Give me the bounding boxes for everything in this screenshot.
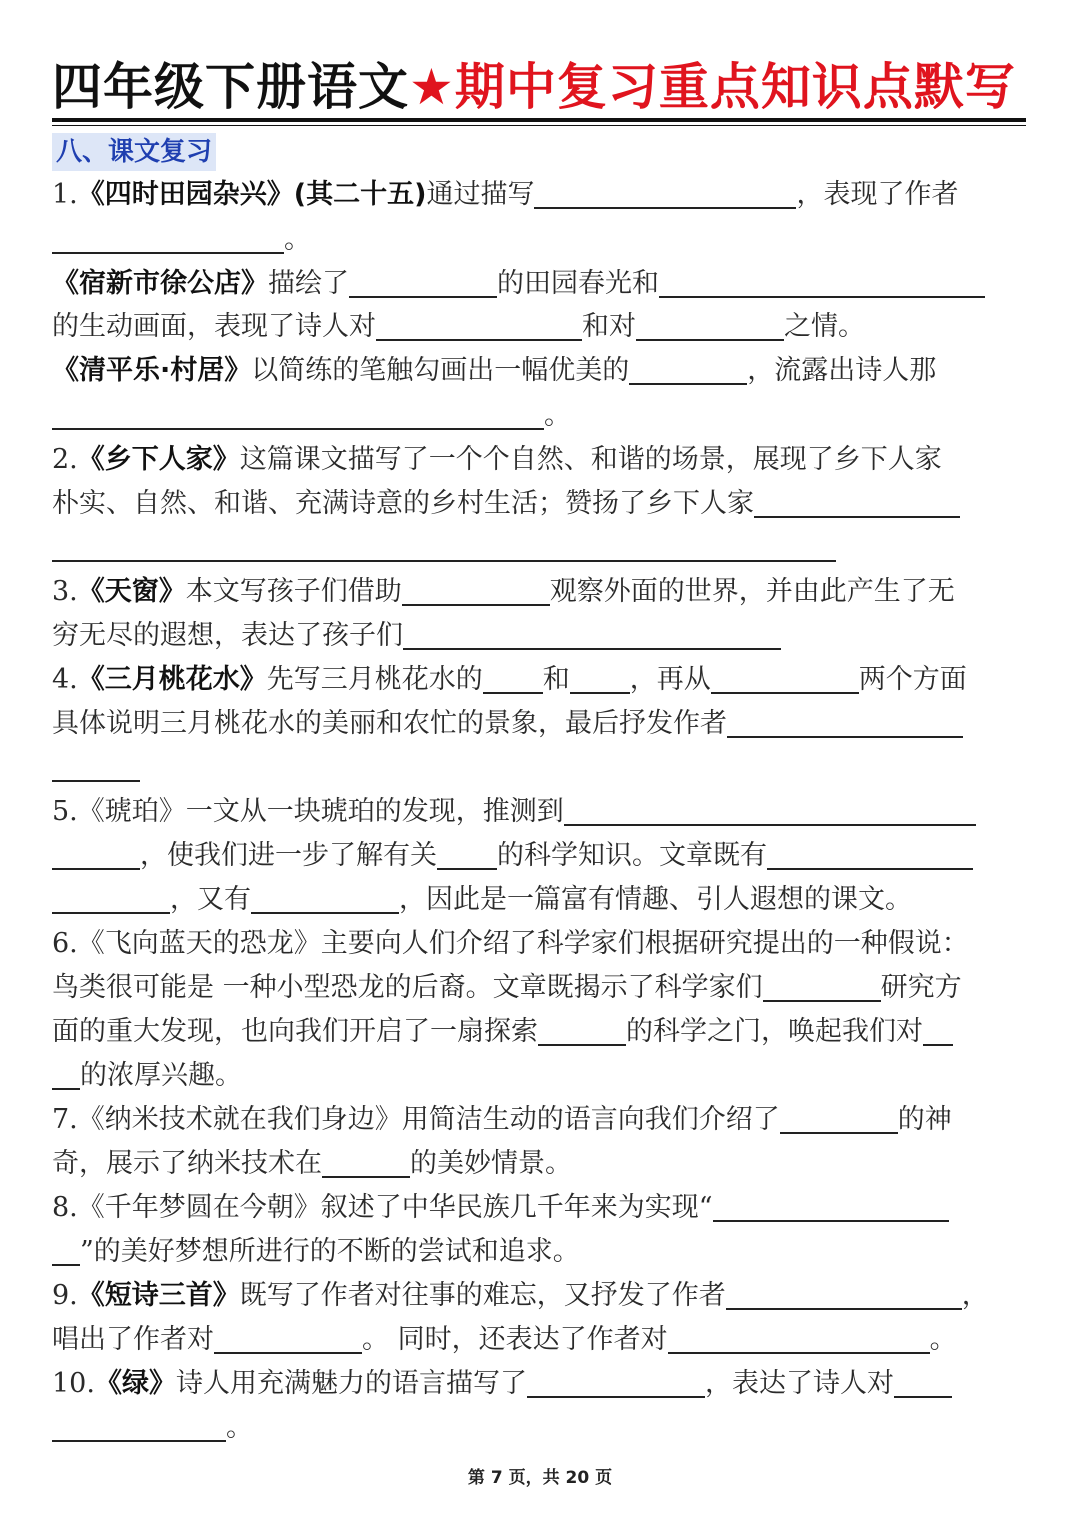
- question-text: 穷无尽的遐想，表达了孩子们: [52, 620, 403, 651]
- blank[interactable]: [376, 311, 582, 341]
- blank[interactable]: [636, 311, 784, 341]
- question-text: 。: [544, 400, 571, 431]
- question-text: 既写了作者对往事的难忘，又抒发了作者: [239, 1280, 726, 1311]
- blank[interactable]: [214, 1324, 362, 1354]
- blank[interactable]: [727, 708, 963, 738]
- question-text: 6.: [52, 928, 78, 959]
- question-text: 。: [226, 1412, 253, 1443]
- page-footer: 第 7 页，共 20 页: [467, 1468, 613, 1488]
- question-text: 。: [284, 224, 311, 255]
- q7-line1: [52, 1100, 952, 1140]
- blank[interactable]: [668, 1324, 930, 1354]
- question-text: ，表达了诗人对: [704, 1368, 894, 1399]
- blank[interactable]: [923, 1016, 953, 1046]
- question-text: ，又有: [170, 884, 251, 915]
- blank[interactable]: [711, 664, 859, 694]
- lesson-title: 《清平乐·村居》: [52, 355, 252, 386]
- blank[interactable]: [52, 1412, 226, 1442]
- q5-line1: [52, 792, 976, 832]
- question-text: 的科学之门，唤起我们对: [626, 1016, 923, 1047]
- blank[interactable]: [52, 1236, 80, 1266]
- question-text: 诗人用充满魅力的语言描写了: [175, 1368, 527, 1399]
- blank[interactable]: [527, 1368, 705, 1398]
- blank[interactable]: [52, 884, 170, 914]
- question-text: 鸟类很可能是 一种小型恐龙的后裔。文章既揭示了科学家们: [52, 972, 763, 1003]
- q9-line1: [52, 1276, 989, 1316]
- q7-line2: [52, 1144, 572, 1184]
- blank[interactable]: [403, 620, 781, 650]
- lesson-title: 《三月桃花水》: [77, 664, 267, 695]
- blank[interactable]: [570, 664, 630, 694]
- question-text: 通过描写: [426, 179, 535, 210]
- blank[interactable]: [659, 268, 985, 298]
- question-text: 5.: [52, 796, 78, 827]
- question-text: ，再从: [629, 664, 711, 695]
- blank[interactable]: [52, 400, 544, 430]
- question-text: 的科学知识。文章既有: [497, 840, 767, 871]
- question-text: 的浓厚兴趣。: [80, 1060, 242, 1091]
- question-text: ，: [961, 1280, 989, 1311]
- title-topic: 期中复习重点知识点默写: [454, 58, 1016, 116]
- title-rule: [52, 118, 1026, 122]
- lesson-title: 《短诗三首》: [77, 1280, 240, 1311]
- q6-line3: [52, 1012, 953, 1052]
- q5-line2: [52, 836, 973, 876]
- blank[interactable]: [52, 224, 284, 254]
- question-text: 的神: [897, 1104, 952, 1135]
- blank[interactable]: [402, 576, 550, 606]
- blank[interactable]: [483, 664, 543, 694]
- q4-line3: [52, 748, 140, 788]
- q3-line2: [52, 616, 781, 656]
- q2-line1: [52, 440, 942, 480]
- question-text: 。: [929, 1324, 957, 1355]
- blank[interactable]: [564, 796, 976, 826]
- question-text: ，流露出诗人那: [747, 355, 937, 386]
- question-text: 和: [542, 664, 570, 695]
- question-text: 《纳米技术就在我们身边》用简洁生动的语言向我们介绍了: [77, 1104, 780, 1135]
- question-text: 《千年梦圆在今朝》叙述了中华民族几千年来为实现“: [77, 1192, 713, 1223]
- question-text: 和对: [582, 311, 636, 342]
- question-text: 先写三月桃花水的: [266, 664, 483, 695]
- lesson-title: 《乡下人家》: [77, 444, 240, 475]
- q1-line2: [52, 220, 311, 260]
- blank[interactable]: [754, 488, 960, 518]
- question-text: 3.: [52, 576, 78, 607]
- question-text: 《琥珀》一文从一块琥珀的发现，推测到: [77, 796, 564, 827]
- q5-line3: [52, 880, 912, 920]
- question-text: 的田园春光和: [497, 268, 659, 299]
- lesson-title: 《四时田园杂兴》(其二十五): [77, 179, 427, 210]
- question-text: 本文写孩子们借助: [185, 576, 402, 607]
- question-text: 这篇课文描写了一个个自然、和谐的场景，展现了乡下人家: [239, 444, 942, 475]
- blank[interactable]: [251, 884, 399, 914]
- question-text: 两个方面: [858, 664, 967, 695]
- lesson-title: 《天窗》: [77, 576, 186, 607]
- blank[interactable]: [534, 179, 796, 209]
- q1-line4: [52, 307, 865, 347]
- question-text: 的美妙情景。: [410, 1148, 572, 1179]
- question-text: 8.: [52, 1192, 78, 1223]
- blank[interactable]: [713, 1192, 949, 1222]
- question-text: 唱出了作者对: [52, 1324, 214, 1355]
- question-text: 的生动画面，表现了诗人对: [52, 311, 376, 342]
- q1-line5: [52, 351, 936, 391]
- q3-line1: [52, 572, 955, 612]
- q8-line1: [52, 1188, 949, 1228]
- question-text: 以简练的笔触勾画出一幅优美的: [251, 355, 630, 386]
- question-text: 具体说明三月桃花水的美丽和农忙的景象，最后抒发作者: [52, 708, 727, 739]
- blank[interactable]: [52, 532, 836, 562]
- question-text: 1.: [52, 179, 78, 210]
- question-text: 9.: [52, 1280, 78, 1311]
- q10-line2: [52, 1408, 253, 1448]
- question-text: ，表现了作者: [796, 179, 959, 210]
- title-rule-thin: [52, 125, 1026, 126]
- question-text: 之情。: [784, 311, 865, 342]
- blank[interactable]: [52, 840, 140, 870]
- blank[interactable]: [437, 840, 497, 870]
- blank[interactable]: [767, 840, 973, 870]
- section-heading: 八、课文复习: [52, 133, 216, 171]
- question-text: ，使我们进一步了解有关: [140, 840, 437, 871]
- q9-line2: [52, 1320, 957, 1360]
- question-text: 奇，展示了纳米技术在: [52, 1148, 322, 1179]
- question-text: 研究方: [880, 972, 962, 1003]
- q1-line6: [52, 396, 571, 436]
- blank[interactable]: [894, 1368, 952, 1398]
- lesson-title: 《宿新市徐公店》: [52, 268, 268, 299]
- question-text: ，因此是一篇富有情趣、引人遐想的课文。: [399, 884, 912, 915]
- q10-line1: [52, 1364, 952, 1404]
- question-text: 观察外面的世界，并由此产生了无: [549, 576, 955, 607]
- q6-line1: [52, 924, 969, 964]
- blank[interactable]: [763, 972, 881, 1002]
- question-text: 4.: [52, 664, 78, 695]
- q6-line4: [52, 1056, 242, 1096]
- page-title: [52, 52, 1032, 122]
- question-text: 10.: [52, 1368, 95, 1399]
- q2-line2: [52, 484, 960, 524]
- blank[interactable]: [52, 1060, 80, 1090]
- q2-line3: [52, 528, 836, 568]
- blank[interactable]: [629, 355, 747, 385]
- question-text: 7.: [52, 1104, 78, 1135]
- blank[interactable]: [349, 268, 497, 298]
- q1-line1: [52, 175, 958, 215]
- question-text: 。 同时，还表达了作者对: [362, 1324, 668, 1355]
- q1-line3: [52, 264, 985, 304]
- star-icon: ★: [409, 58, 455, 116]
- question-text: 描绘了: [268, 268, 349, 299]
- title-grade: 四年级下册语文: [52, 58, 409, 116]
- question-text: 朴实、自然、和谐、充满诗意的乡村生活；赞扬了乡下人家: [52, 488, 754, 519]
- question-text: 2.: [52, 444, 78, 475]
- blank[interactable]: [322, 1148, 410, 1178]
- question-text: ”的美好梦想所进行的不断的尝试和追求。: [80, 1236, 580, 1267]
- blank[interactable]: [52, 752, 140, 782]
- q4-line2: [52, 704, 963, 744]
- q8-line2: [52, 1232, 580, 1272]
- question-text: 面的重大发现，也向我们开启了一扇探索: [52, 1016, 538, 1047]
- q4-line1: [52, 660, 967, 700]
- blank[interactable]: [538, 1016, 626, 1046]
- blank[interactable]: [780, 1104, 898, 1134]
- blank[interactable]: [726, 1280, 962, 1310]
- question-text: 《飞向蓝天的恐龙》主要向人们介绍了科学家们根据研究提出的一种假说：: [77, 928, 969, 959]
- q6-line2: [52, 968, 962, 1008]
- lesson-title: 《绿》: [94, 1368, 176, 1399]
